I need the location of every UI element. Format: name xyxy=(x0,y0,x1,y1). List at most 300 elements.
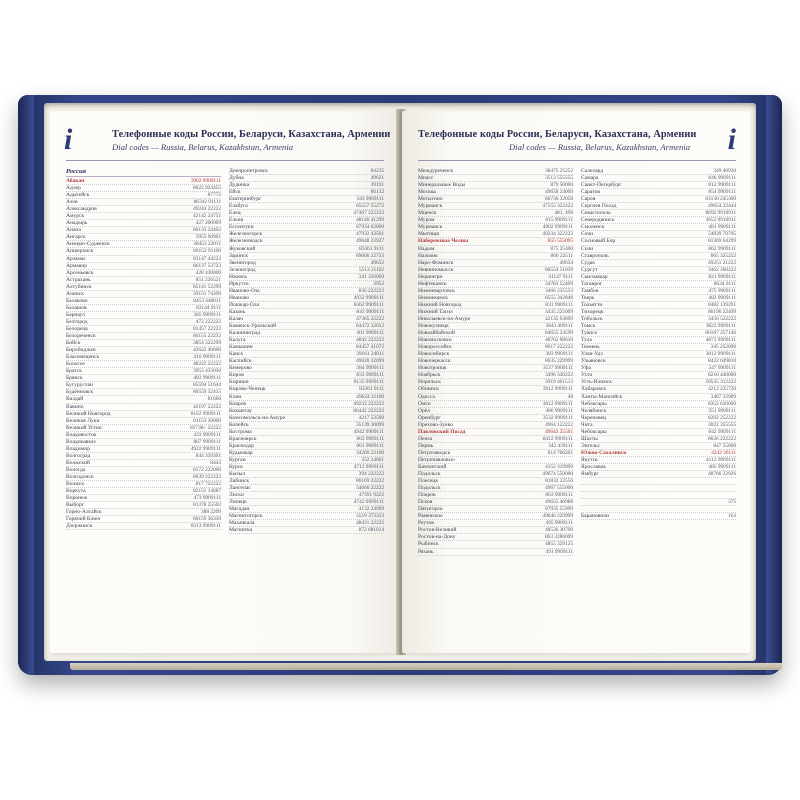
dial-code-row xyxy=(581,302,736,309)
dial-code-row xyxy=(229,457,384,464)
dial-code: 48222 22222 xyxy=(192,361,221,368)
dial-code: 48762 68610 xyxy=(544,337,573,344)
city-name: Ямбург xyxy=(581,471,599,478)
dial-code-row xyxy=(581,506,736,513)
dial-code-row xyxy=(418,549,573,556)
dial-code: 8622 924455 xyxy=(192,185,221,192)
dial-code: 375 xyxy=(727,499,736,506)
dial-code: 8443 xyxy=(210,459,221,466)
dial-code-row xyxy=(581,422,736,429)
city-name: Магнитка xyxy=(229,527,253,534)
dial-code-row xyxy=(229,520,384,527)
dial-code-row xyxy=(66,227,221,234)
city-name: Новочеркасск xyxy=(418,358,451,365)
dial-code-row xyxy=(66,319,221,326)
city-name: Ангарск xyxy=(66,234,86,241)
dial-code: 8634 9111 xyxy=(713,280,736,287)
dial-code: 3854 322299 xyxy=(192,340,221,347)
city-name: Иваново-Оза xyxy=(229,287,260,294)
city-name: Апшеронск xyxy=(66,248,94,255)
dial-code: 861 9909111 xyxy=(356,442,384,449)
dial-code: 428 430000 xyxy=(195,269,221,276)
city-name: Великий Устюг xyxy=(66,424,103,431)
dial-code-row xyxy=(229,408,384,415)
city-name: Брянск xyxy=(66,375,83,382)
dial-code-row xyxy=(66,333,221,340)
city-name: Рыбинск xyxy=(418,541,439,548)
dial-code: 844 339301 xyxy=(195,452,221,459)
city-name: Тула xyxy=(581,337,592,344)
city-name: Пятигорск xyxy=(418,506,443,513)
dial-code-row xyxy=(581,499,736,506)
city-name: Шахты xyxy=(581,435,598,442)
dial-code: 879 50000 xyxy=(550,182,573,189)
dial-code: 4932 9909111 xyxy=(353,294,384,301)
dial-code: 86169 22222 xyxy=(355,478,384,485)
dial-code: 401 9909111 xyxy=(356,330,384,337)
right-page-columns xyxy=(418,168,736,556)
dial-code-row xyxy=(66,199,221,206)
dial-code: 842 9909111 xyxy=(708,428,736,435)
city-name: Лангепас xyxy=(229,485,251,492)
city-name: Кирово-Чепецк xyxy=(229,386,266,393)
dial-code: 4872 9909111 xyxy=(705,337,736,344)
dial-code-row xyxy=(418,316,573,323)
city-name: Канск xyxy=(229,351,244,358)
dial-code-row xyxy=(581,323,736,330)
dial-code-row xyxy=(418,464,573,471)
city-name: Нижнекамск xyxy=(418,294,448,301)
dial-code-row xyxy=(66,418,221,425)
city-name: Новотроицк xyxy=(418,365,447,372)
right-page-subtitle: Dial codes — Russia, Belarus, Kazakhstan, Armenia xyxy=(508,142,690,152)
dial-code-row xyxy=(418,534,573,541)
dial-code-row xyxy=(581,253,736,260)
city-name: Дзержинск xyxy=(66,523,93,530)
dial-code: 49632 xyxy=(370,259,384,266)
dial-code: 86554 51039 xyxy=(544,266,573,273)
dial-code-row xyxy=(581,464,736,471)
city-name: Муром xyxy=(418,217,435,224)
dial-code-row xyxy=(418,175,573,182)
right-column-2 xyxy=(581,168,736,556)
city-name: Заринск xyxy=(229,252,249,259)
dial-code: 81369 64299 xyxy=(707,238,736,245)
city-name: Череповец xyxy=(581,414,607,421)
city-name: Великий Новгород xyxy=(66,410,111,417)
city-name: Плесецк xyxy=(418,478,439,485)
city-name: Валдай xyxy=(66,396,84,403)
dial-code-row xyxy=(418,429,573,436)
dial-code-row xyxy=(229,267,384,274)
city-name: Северодвинск xyxy=(581,217,615,224)
dial-code: 4922 9909111 xyxy=(190,445,221,452)
dial-code: 352 24601 xyxy=(361,456,384,463)
city-name: Тобольск xyxy=(581,315,603,322)
dial-code-row xyxy=(418,499,573,506)
city-name: Смоленск xyxy=(581,224,605,231)
dial-code-row xyxy=(229,168,384,175)
city-name: Вологда xyxy=(66,466,86,473)
dial-code: 385 9909111 xyxy=(193,311,221,318)
dial-code-row xyxy=(418,450,573,457)
dial-code-row xyxy=(581,344,736,351)
dial-code-row xyxy=(418,231,573,238)
dial-code: 8216 440000 xyxy=(707,372,736,379)
dial-code-row xyxy=(229,182,384,189)
dial-code-row xyxy=(418,520,573,527)
dial-code: 3919 461513 xyxy=(544,379,573,386)
dial-code: 81832 22556 xyxy=(544,478,573,485)
dial-code-row xyxy=(66,298,221,305)
dial-code-row xyxy=(418,344,573,351)
dial-code-row xyxy=(229,506,384,513)
dial-code: 836 222222 xyxy=(358,287,384,294)
dial-code-row xyxy=(229,295,384,302)
left-page xyxy=(50,111,398,653)
city-name: Великие Луки xyxy=(66,417,100,424)
dial-code-row xyxy=(229,330,384,337)
dial-code-row xyxy=(418,471,573,478)
city-name: Биробиджан xyxy=(66,347,96,354)
city-name: Сыктывкар xyxy=(581,273,608,280)
dial-code: 383 9909111 xyxy=(545,351,573,358)
city-name: Покров xyxy=(418,492,436,499)
dial-code-row xyxy=(581,379,736,386)
dial-code-row xyxy=(66,425,221,432)
dial-code: 3812 9909111 xyxy=(542,400,573,407)
city-name: Иркутск xyxy=(229,280,249,287)
dial-code: 8636 222222 xyxy=(707,435,736,442)
dial-code-row xyxy=(581,316,736,323)
dial-code: 86559 32415 xyxy=(192,389,221,396)
dial-code: 8635 229999 xyxy=(544,358,573,365)
dial-code: 42622 40600 xyxy=(192,347,221,354)
dial-code: 481, 498 xyxy=(554,210,573,217)
dial-code: 39191 xyxy=(370,182,384,189)
dial-code-row xyxy=(418,253,573,260)
dial-code: 345 252096 xyxy=(710,344,736,351)
dial-code-row xyxy=(66,481,221,488)
dial-code: 867 9909111 xyxy=(193,438,221,445)
dial-code: 42135 63699 xyxy=(544,315,573,322)
dial-code: 86133 24402 xyxy=(192,227,221,234)
city-name: Новороссийск xyxy=(418,344,452,351)
dial-code: 48146 41299 xyxy=(355,217,384,224)
dial-code: 49624 31100 xyxy=(356,393,384,400)
city-name: Адыгейск xyxy=(66,192,90,199)
dial-code: 416 9909111 xyxy=(193,354,221,361)
city-name: Зеленоград xyxy=(229,266,256,273)
dial-code: 34260 22100 xyxy=(355,449,384,456)
dial-code: 814 766201 xyxy=(547,449,573,456)
city-name: Москва xyxy=(418,189,436,196)
dial-code-row xyxy=(418,182,573,189)
dial-code-row xyxy=(581,436,736,443)
dial-code: 4112 9909111 xyxy=(705,456,736,463)
dial-code-row xyxy=(229,323,384,330)
dial-code: 4964 122222 xyxy=(544,421,573,428)
city-name: Тольятти xyxy=(581,301,603,308)
city-name: Салехард xyxy=(581,168,604,174)
dial-code: 3022 355555 xyxy=(707,421,736,428)
dial-code-row xyxy=(581,415,736,422)
city-name: Горно-Алтайск xyxy=(66,509,102,516)
dial-code: 815 9909111 xyxy=(545,217,573,224)
dial-code: 862 9909111 xyxy=(708,245,736,252)
dial-code: 84472 32012 xyxy=(355,323,384,330)
dial-code: 38475 25252 xyxy=(544,168,573,174)
dial-code: 833 9909111 xyxy=(356,372,384,379)
dial-code-row xyxy=(229,274,384,281)
dial-code: 475 9909111 xyxy=(708,287,736,294)
dial-code-row xyxy=(418,478,573,485)
dial-code-row xyxy=(229,499,384,506)
dial-code: 3456 522222 xyxy=(707,315,736,322)
city-name: Тверь xyxy=(581,294,595,301)
right-page-header xyxy=(418,129,736,163)
dial-code-row xyxy=(66,277,221,284)
cover-edge-right xyxy=(766,95,782,675)
dial-code-row xyxy=(229,281,384,288)
dial-code: 49655 46988 xyxy=(544,499,573,506)
city-name: Самара xyxy=(581,175,599,182)
city-name: Хабаровск xyxy=(581,386,607,393)
dial-code: 163 xyxy=(727,513,736,520)
dial-code-row xyxy=(418,302,573,309)
dial-code: 4132 24999 xyxy=(358,506,384,513)
dial-code-row xyxy=(229,217,384,224)
dial-code-row xyxy=(418,443,573,450)
dial-code-row xyxy=(418,372,573,379)
dial-code-row xyxy=(581,492,736,499)
dial-code-row xyxy=(229,260,384,267)
city-name: Белгород xyxy=(66,318,88,325)
city-name: Камчатский xyxy=(418,463,447,470)
city-name: Наро-Фоминск xyxy=(418,259,454,266)
dial-code: 3953 433030 xyxy=(192,368,221,375)
dial-code-row xyxy=(229,302,384,309)
dial-code: 8555 342848 xyxy=(544,294,573,301)
city-name: Томск xyxy=(581,323,596,330)
dial-code-row xyxy=(229,527,384,534)
dial-code-row xyxy=(581,196,736,203)
dial-code-row xyxy=(229,464,384,471)
dial-code: 351 9909111 xyxy=(708,407,736,414)
dial-code: 8172 222000 xyxy=(192,466,221,473)
dial-code-row xyxy=(581,394,736,401)
city-name: Елабуга xyxy=(229,203,248,210)
dial-code-row xyxy=(418,168,573,175)
dial-code-row xyxy=(581,238,736,245)
city-name: Кокшетау xyxy=(229,407,253,414)
dial-code: 49232 222222 xyxy=(353,400,384,407)
city-name: Нижний Тагил xyxy=(418,308,453,315)
dial-code: 846 9909111 xyxy=(708,175,736,182)
city-name: Казань xyxy=(229,308,246,315)
dial-code: 8692 9910911 xyxy=(705,210,736,217)
city-name: Бугуруслан xyxy=(66,382,94,389)
dial-code: 349 46930 xyxy=(713,168,736,174)
dial-code-row xyxy=(229,288,384,295)
city-name: Надым xyxy=(418,245,435,252)
dial-code-row xyxy=(66,220,221,227)
city-name: Сургут xyxy=(581,266,598,273)
dial-code: 49634 xyxy=(559,259,573,266)
city-name: Адлер xyxy=(66,185,81,192)
dial-code: 82151 14687 xyxy=(192,488,221,495)
city-name: Нижневартовск xyxy=(418,287,455,294)
book xyxy=(18,95,782,675)
dial-code-row xyxy=(418,492,573,499)
city-name: Норильск xyxy=(418,379,441,386)
dial-code-row xyxy=(229,253,384,260)
dial-code-row xyxy=(229,309,384,316)
dial-code: 39151 74399 xyxy=(192,290,221,297)
city-name: Оренбург xyxy=(418,414,441,421)
dial-code: 865 325252 xyxy=(710,252,736,259)
dial-code: 86159 36330 xyxy=(192,516,221,523)
city-name: Набережные Челны xyxy=(418,238,469,245)
city-name: Минеральные Воды xyxy=(418,182,466,189)
dial-code-row xyxy=(581,203,736,210)
dial-code: 3843 409111 xyxy=(545,323,573,330)
dial-code: 83361 9111 xyxy=(359,386,384,393)
dial-code-row xyxy=(581,365,736,372)
city-name: Воркута xyxy=(66,488,86,495)
dial-code-row xyxy=(229,316,384,323)
dial-code: 843 9909111 xyxy=(356,308,384,315)
dial-code-row xyxy=(581,450,736,457)
dial-code-row xyxy=(418,217,573,224)
dial-code: 83361 9111 xyxy=(359,245,384,252)
dial-code: 3955 60901 xyxy=(195,234,221,241)
city-name: Сергиев Посад xyxy=(581,203,617,210)
dial-code-row xyxy=(581,478,736,485)
dial-code: 8412 9909111 xyxy=(542,435,573,442)
city-name: Петрозаводск xyxy=(418,449,451,456)
dial-code-row xyxy=(66,432,221,439)
dial-code-row xyxy=(229,450,384,457)
city-name: Амурск xyxy=(66,213,85,220)
left-page-header xyxy=(66,129,391,163)
dial-code: 854 9909111 xyxy=(708,189,736,196)
dial-code: 87934 62000 xyxy=(355,224,384,231)
dial-code-row xyxy=(66,312,221,319)
dial-code-row xyxy=(418,260,573,267)
city-name: Днепропетровск xyxy=(229,168,268,174)
dial-code: 485 9909111 xyxy=(708,463,736,470)
city-name: Красноярск xyxy=(229,435,257,442)
left-page-title: Телефонные коды России, Беларуси, Казахстана, Армении xyxy=(112,129,391,140)
city-name: Саров xyxy=(581,196,596,203)
dial-code: 4217 53500 xyxy=(358,414,384,421)
dial-code: 48536 30790 xyxy=(544,527,573,534)
city-name: Балашов xyxy=(66,304,87,311)
dial-code: 81457 22222 xyxy=(192,325,221,332)
city-name: Анжеро-Судженск xyxy=(66,241,110,248)
city-name: Горячий Ключ xyxy=(66,516,101,523)
dial-code: 8135 9909111 xyxy=(353,379,384,386)
dial-code-row xyxy=(66,340,221,347)
dial-code-row xyxy=(581,337,736,344)
dial-code-row xyxy=(229,422,384,429)
city-name: Южно-Сахалинск xyxy=(581,449,627,456)
dial-code: 49654 22444 xyxy=(707,203,736,210)
dial-code: 341 316009 xyxy=(358,273,384,280)
dial-code: 4712 9909111 xyxy=(353,463,384,470)
dial-code: 89606 22733 xyxy=(355,252,384,259)
city-name: Тихорецк xyxy=(581,308,604,315)
dial-code: 343 9909111 xyxy=(356,196,384,203)
dial-code-row xyxy=(66,495,221,502)
city-name: Пенза xyxy=(418,435,433,442)
city-name: Ростов-на-Дону xyxy=(418,534,456,541)
dial-code: 81153 30000 xyxy=(193,417,221,424)
city-name: Петропавловск- xyxy=(418,456,456,463)
city-name: Междуреченск xyxy=(418,168,454,174)
dial-code-row xyxy=(66,270,221,277)
dial-code-row xyxy=(229,365,384,372)
dial-code: 831 9909111 xyxy=(545,301,573,308)
dial-code-row xyxy=(66,354,221,361)
dial-code: 86132 xyxy=(370,189,384,196)
dial-code: 49646 229999 xyxy=(542,513,573,520)
dial-code-row xyxy=(581,401,736,408)
dial-code-row xyxy=(66,453,221,460)
city-name: Волжск xyxy=(66,481,85,488)
city-name: Братск xyxy=(66,368,82,375)
header-rule xyxy=(66,160,384,161)
dial-code-row xyxy=(418,379,573,386)
left-page-columns xyxy=(66,168,384,534)
dial-code: 3496 349222 xyxy=(544,372,573,379)
city-name: Абакан xyxy=(66,178,85,184)
dial-code: 47932 43501 xyxy=(355,231,384,238)
dial-code-row xyxy=(66,305,221,312)
dial-code: 47365 22222 xyxy=(355,315,384,322)
dial-code-row xyxy=(581,217,736,224)
dial-code: 8453 440011 xyxy=(193,297,221,304)
city-name: Махачкала xyxy=(229,520,255,527)
dial-code-row xyxy=(66,411,221,418)
city-name: Кириши xyxy=(229,379,249,386)
dial-code-row xyxy=(66,361,221,368)
city-name: Реутов xyxy=(418,520,434,527)
dial-code: 3952 xyxy=(373,280,384,287)
dial-code: 49648 23927 xyxy=(355,238,384,245)
city-name: Будённовск xyxy=(66,389,94,396)
dial-code: 48 xyxy=(567,393,573,400)
dial-code-row xyxy=(66,291,221,298)
dial-code: 4152 319999 xyxy=(544,463,573,470)
right-column-1 xyxy=(418,168,573,556)
city-name: Мотыгино xyxy=(418,196,443,203)
dial-code-row xyxy=(66,256,221,263)
dial-code-row xyxy=(66,439,221,446)
dial-code: 84235 xyxy=(370,168,384,174)
dial-code-row xyxy=(66,467,221,474)
city-name: Ханты-Мансийск xyxy=(581,393,623,400)
dial-code-row xyxy=(66,375,221,382)
dial-code-row xyxy=(418,401,573,408)
city-name: Нерюнгри xyxy=(418,273,443,280)
city-name: Бологое xyxy=(66,361,85,368)
column-header-label: Россия xyxy=(66,168,87,175)
dial-code: 86736 32058 xyxy=(544,196,573,203)
dial-code: 866 22511 xyxy=(550,252,573,259)
dial-code-row xyxy=(418,365,573,372)
